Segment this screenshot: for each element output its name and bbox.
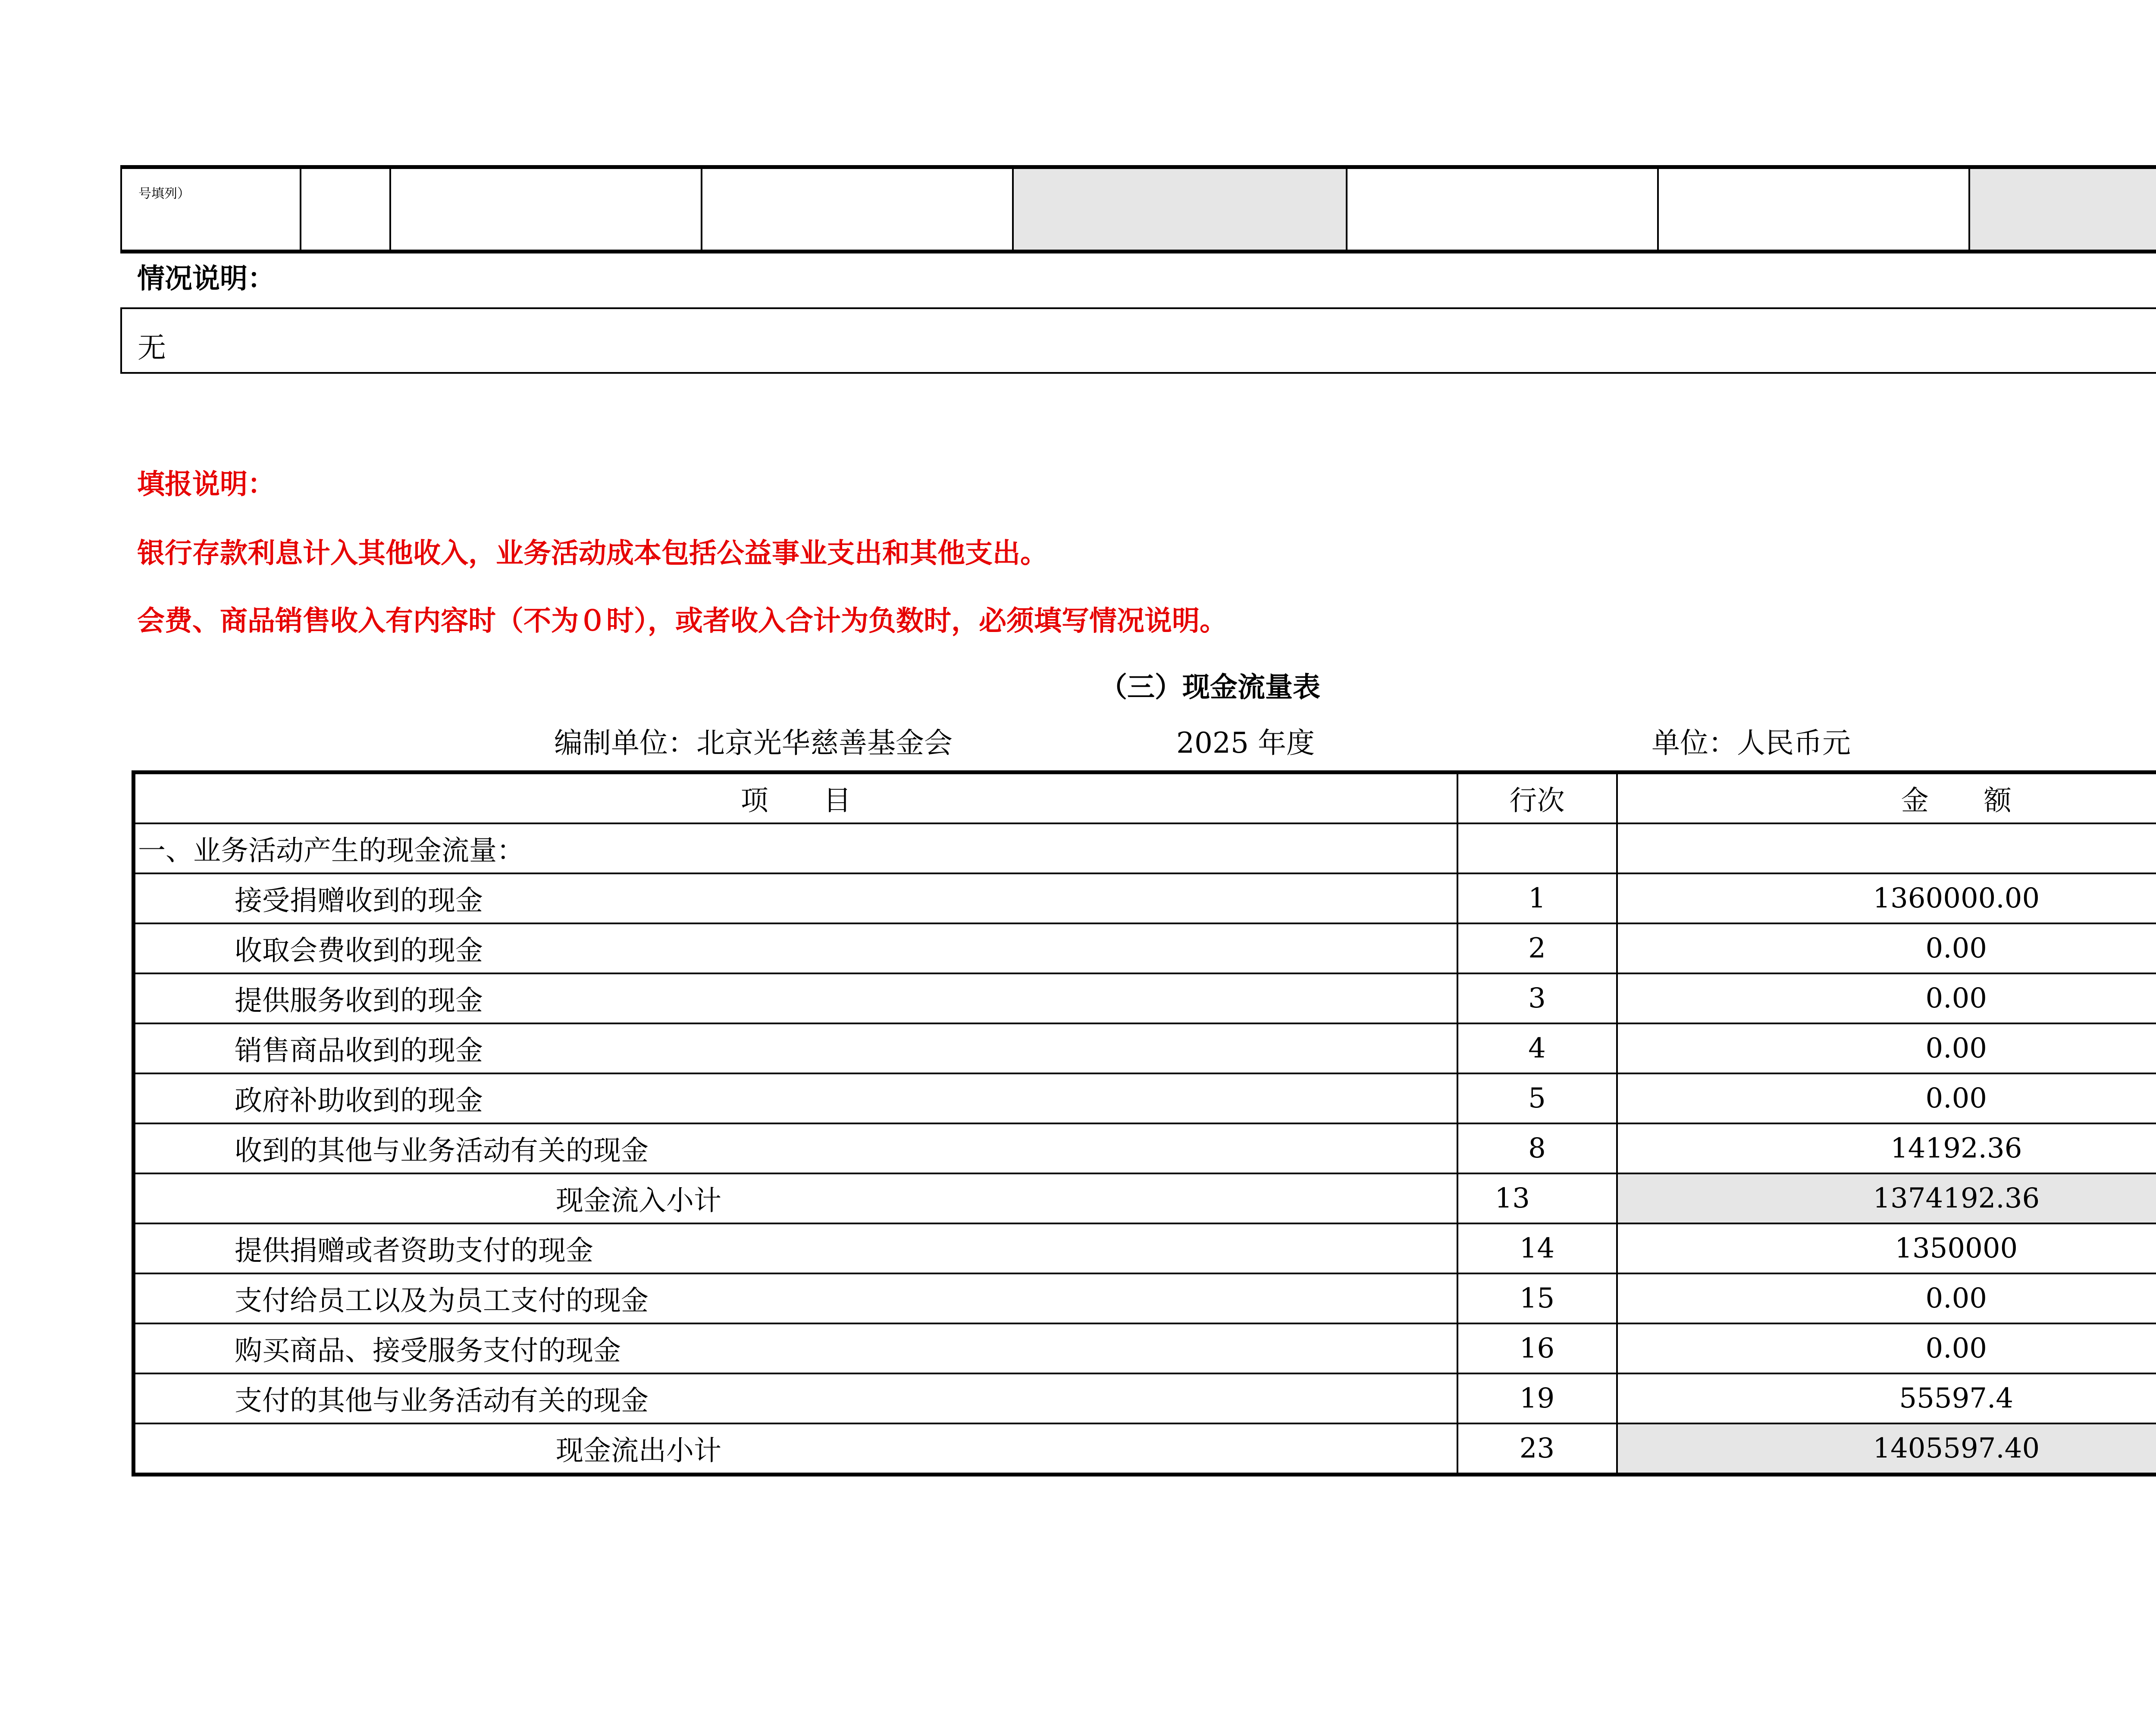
table-row [134, 1223, 2156, 1273]
cash-flow-title: （三）现金流量表 [1100, 672, 1320, 704]
table-row [134, 1123, 2156, 1173]
subtotal-row [134, 1423, 2156, 1475]
cash-flow-table [132, 770, 2156, 1476]
table-cell [1013, 167, 1347, 252]
table-cell [1457, 823, 1617, 873]
item-cell: 支付给员工以及为员工支付的现金 [134, 1273, 1457, 1323]
item-cell: 支付的其他与业务活动有关的现金 [134, 1373, 1457, 1423]
amount-cell: 0.00 [1617, 1323, 2156, 1373]
table-row [134, 1073, 2156, 1123]
table-row [134, 973, 2156, 1023]
compiling-unit: 编制单位：北京光华慈善基金会 [554, 726, 953, 760]
table-cell [1617, 823, 2156, 873]
line-cell: 14 [1457, 1223, 1617, 1273]
situation-content: 无 [138, 331, 166, 364]
filling-notes-line-1: 银行存款利息计入其他收入，业务活动成本包括公益事业支出和其他支出。 [137, 538, 1048, 569]
filling-notes-label: 填报说明： [137, 469, 275, 500]
line-cell: 16 [1457, 1323, 1617, 1373]
table-cell [390, 167, 702, 252]
item-cell: 提供捐赠或者资助支付的现金 [134, 1223, 1457, 1273]
item-cell: 现金流出小计 [134, 1423, 1457, 1475]
line-cell: 8 [1457, 1123, 1617, 1173]
line-cell: 1 [1457, 873, 1617, 923]
table-row [134, 1323, 2156, 1373]
amount-cell: 0.00 [1617, 1073, 2156, 1123]
line-cell: 23 [1457, 1423, 1617, 1475]
amount-cell: 0.00 [1617, 1023, 2156, 1073]
amount-cell: 1360000.00 [1617, 873, 2156, 923]
amount-cell: 55597.4 [1617, 1373, 2156, 1423]
table-cell [1347, 167, 1658, 252]
item-cell: 收取会费收到的现金 [134, 923, 1457, 973]
subtotal-row [134, 1173, 2156, 1223]
amount-cell: 0.00 [1617, 923, 2156, 973]
line-cell: 19 [1457, 1373, 1617, 1423]
table-header-row [134, 773, 2156, 824]
situation-box [120, 307, 2156, 374]
line-cell: 4 [1457, 1023, 1617, 1073]
line-cell: 5 [1457, 1073, 1617, 1123]
table-cell [1658, 167, 1969, 252]
line-cell: 3 [1457, 973, 1617, 1023]
item-cell: 收到的其他与业务活动有关的现金 [134, 1123, 1457, 1173]
table-row [134, 923, 2156, 973]
line-cell: 13 [1457, 1173, 1617, 1223]
header-amount: 金 额 [1617, 773, 2156, 824]
currency-unit: 单位：人民币元 [1651, 726, 1851, 760]
table-cell [1969, 167, 2156, 252]
fiscal-year: 2025 年度 [1176, 726, 1315, 760]
table-cell [301, 167, 390, 252]
header-item: 项 目 [134, 773, 1457, 824]
table-row [134, 1273, 2156, 1323]
header-line: 行次 [1457, 773, 1617, 824]
table-row [134, 1373, 2156, 1423]
item-cell: 购买商品、接受服务支付的现金 [134, 1323, 1457, 1373]
amount-cell: 14192.36 [1617, 1123, 2156, 1173]
line-cell: 2 [1457, 923, 1617, 973]
amount-cell: 1374192.36 [1617, 1173, 2156, 1223]
table-cell [702, 167, 1013, 252]
amount-cell: 1350000 [1617, 1223, 2156, 1273]
table-row [134, 1023, 2156, 1073]
section-title: 一、业务活动产生的现金流量： [134, 823, 1457, 873]
item-cell: 接受捐赠收到的现金 [134, 873, 1457, 923]
situation-label: 情况说明： [137, 263, 275, 295]
amount-cell: 0.00 [1617, 973, 2156, 1023]
item-cell: 销售商品收到的现金 [134, 1023, 1457, 1073]
table-cell: 号填列） [121, 167, 301, 252]
table-row [134, 873, 2156, 923]
top-table-fragment [120, 165, 2156, 253]
filling-notes-line-2: 会费、商品销售收入有内容时（不为０时），或者收入合计为负数时，必须填写情况说明。 [137, 605, 1227, 637]
line-cell: 15 [1457, 1273, 1617, 1323]
item-cell: 现金流入小计 [134, 1173, 1457, 1223]
table-row [121, 167, 2156, 252]
amount-cell: 0.00 [1617, 1273, 2156, 1323]
item-cell: 提供服务收到的现金 [134, 973, 1457, 1023]
amount-cell: 1405597.40 [1617, 1423, 2156, 1475]
item-cell: 政府补助收到的现金 [134, 1073, 1457, 1123]
section-row [134, 823, 2156, 873]
